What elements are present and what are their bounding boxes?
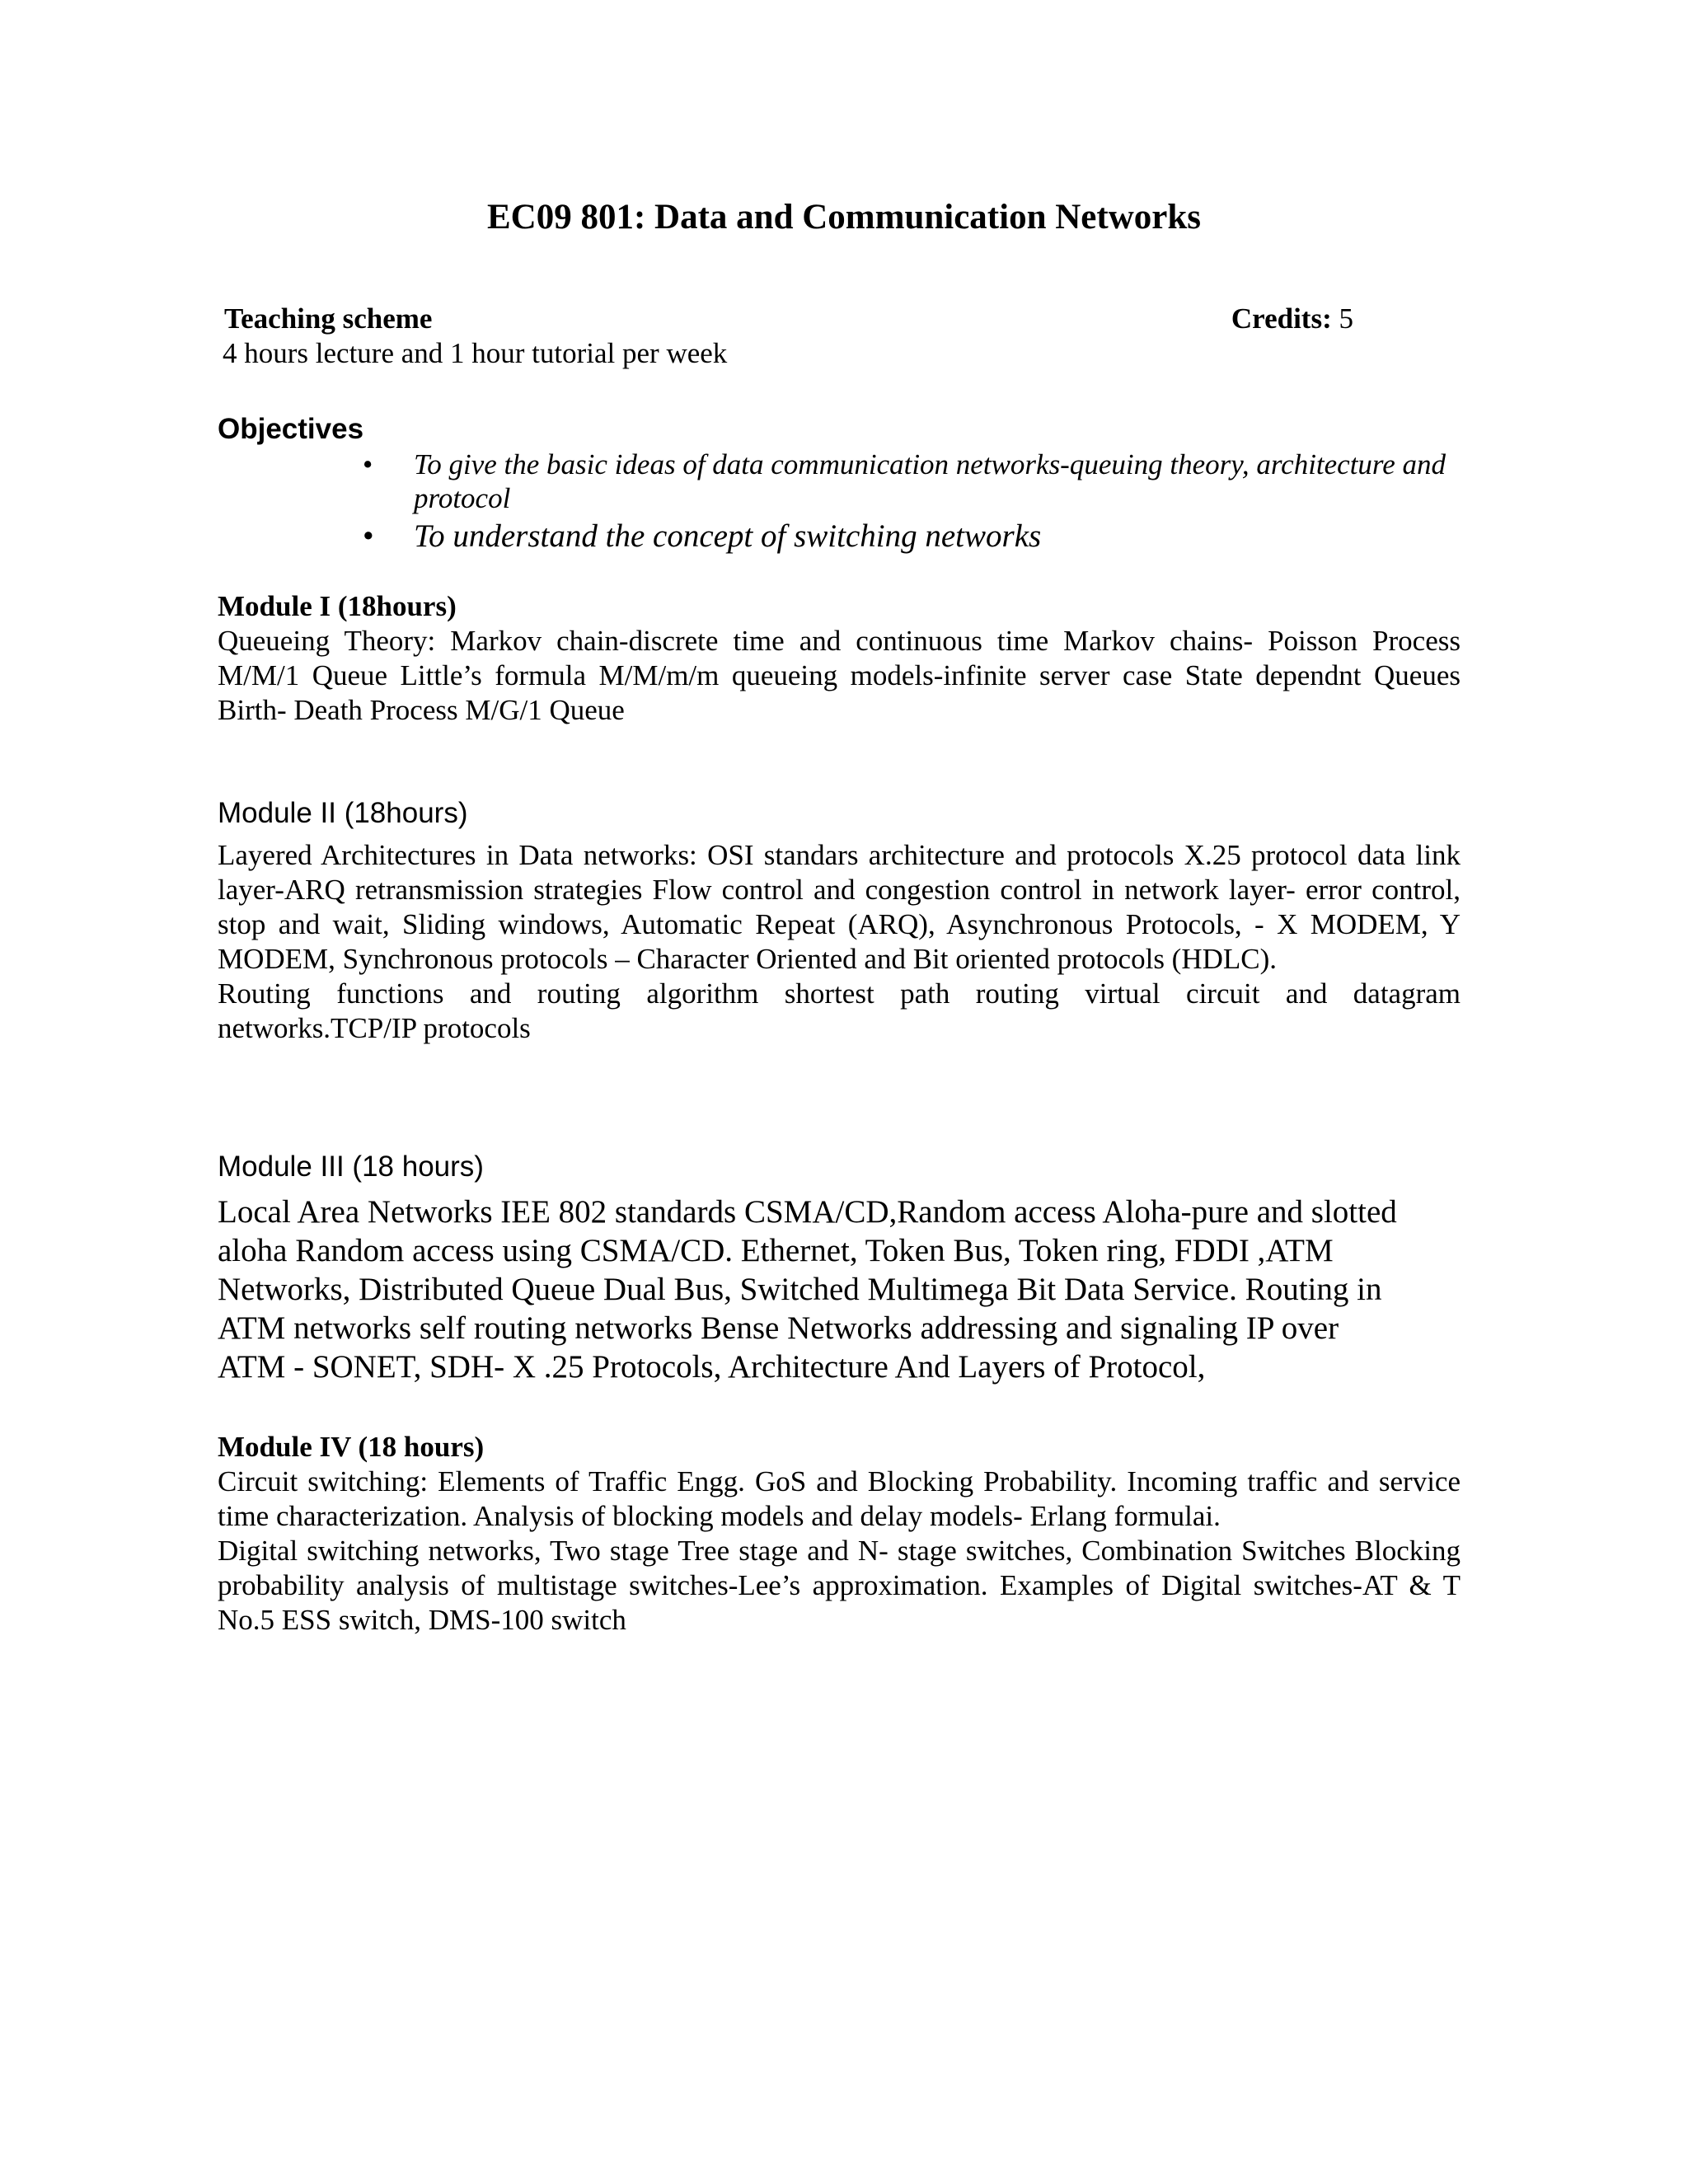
bullet-icon: •	[363, 518, 374, 554]
teaching-hours: 4 hours lecture and 1 hour tutorial per week	[223, 337, 728, 369]
module-3-line: Networks, Distributed Queue Dual Bus, Switched Multimega Bit Data Service. Routing in	[218, 1272, 1382, 1307]
module-3-body	[218, 1193, 1470, 1386]
module-1-heading: Module I (18hours)	[218, 590, 457, 622]
module-3-heading: Module III (18 hours)	[218, 1151, 484, 1183]
teaching-scheme-label: Teaching scheme	[224, 302, 433, 335]
module-1-paragraph: Queueing Theory: Markov chain-discrete time and continuous time Markov chains- Poisson Process M/M/1 Queue Little’s formula M/M/m/m queueing models-infinite server case State dependnt Queues Birth- Death Process M/G/1 Queue	[218, 625, 1461, 726]
module-2-paragraph: Layered Architectures in Data networks: OSI standars architecture and protocols X.25 protocol data link layer-ARQ retransmission strategies Flow control and congestion control in network layer- error control, stop and wait, Sliding windows, Automatic Repeat (ARQ), Asynchronous Protocols, - X MODEM, Y MODEM, Synchronous protocols – Character Oriented and Bit oriented protocols (HDLC).	[218, 839, 1461, 975]
module-3-line: ATM - SONET, SDH- X .25 Protocols, Architecture And Layers of Protocol,	[218, 1349, 1206, 1385]
objectives-list	[363, 448, 1459, 555]
module-4-heading: Module IV (18 hours)	[218, 1431, 485, 1463]
module-3-line: Local Area Networks IEE 802 standards CSMA/CD,Random access Aloha-pure and slotted	[218, 1194, 1397, 1230]
module-4-paragraph: Circuit switching: Elements of Traffic Engg. GoS and Blocking Probability. Incoming traffic and service time characterization. Analysis of blocking models and delay models- Erlang formulai.	[218, 1465, 1461, 1532]
objective-text: To give the basic ideas of data communication networks-queuing theory, architecture and protocol	[414, 448, 1447, 514]
module-2-paragraph: Routing functions and routing algorithm shortest path routing virtual circuit and datagram networks.TCP/IP protocols	[218, 977, 1461, 1044]
module-3-line: ATM networks self routing networks Bense Networks addressing and signaling IP over	[218, 1310, 1339, 1346]
credits	[1231, 302, 1353, 336]
credits-value: 5	[1339, 302, 1353, 335]
module-4-body	[218, 1465, 1461, 1638]
bullet-icon: •	[363, 448, 373, 480]
module-2-heading: Module II (18hours)	[218, 797, 468, 829]
objective-item	[363, 517, 1459, 555]
module-2-body	[218, 838, 1461, 1046]
teaching-scheme-row	[224, 302, 1353, 336]
page-title: EC09 801: Data and Communication Networks	[487, 198, 1201, 237]
module-3-line: aloha Random access using CSMA/CD. Ethernet, Token Bus, Token ring, FDDI ,ATM	[218, 1233, 1334, 1268]
objective-item	[363, 448, 1459, 515]
module-1-body	[218, 624, 1461, 728]
module-4-paragraph: Digital switching networks, Two stage Tree stage and N- stage switches, Combination Switches Blocking probability analysis of multistage switches-Lee’s approximation. Examples of Digital switches-AT & T No.5 ESS switch, DMS-100 switch	[218, 1535, 1461, 1636]
objective-text: To understand the concept of switching networks	[414, 518, 1042, 554]
objectives-heading: Objectives	[218, 413, 364, 445]
credits-label: Credits:	[1231, 302, 1332, 335]
